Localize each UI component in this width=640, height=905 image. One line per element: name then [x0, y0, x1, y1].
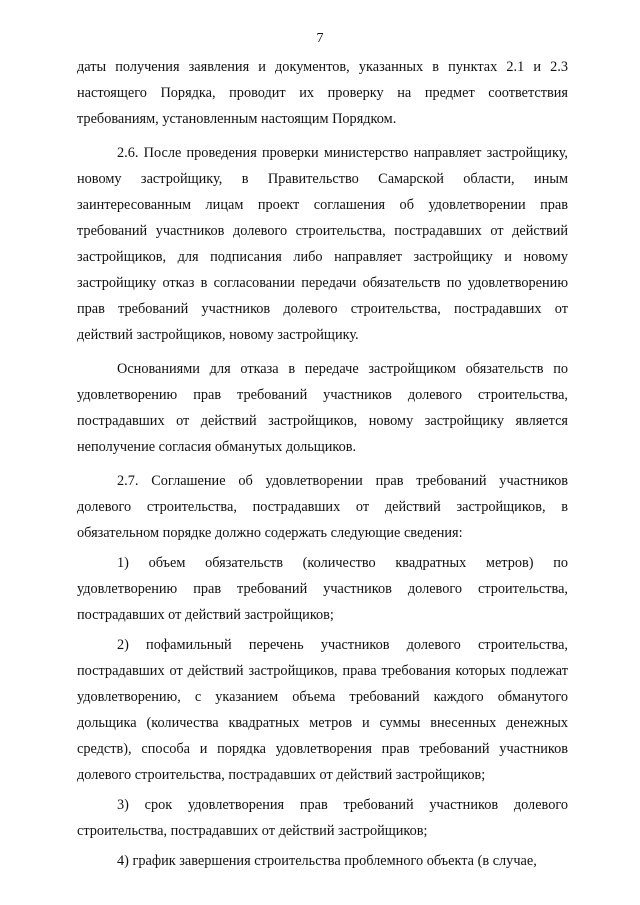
paragraph-continuation: даты получения заявления и документов, указанных в пунктах 2.1 и 2.3 настоящего Порядка, проводит их проверку на предмет соответствия требованиям, установленным настоящим Порядком.: [77, 59, 568, 127]
page-number: 7: [316, 31, 324, 46]
document-body: [77, 54, 568, 878]
list-item-4: 4) график завершения строительства проблемного объекта (в случае,: [117, 853, 537, 869]
paragraph-2-6: 2.6. После проведения проверки министерство направляет застройщику, новому застройщику, в Правительство Самарской области, иным заинтересованным лицам проект соглашения об удовлетворении прав требований участников долевого строительства, пострадавших от действий застройщиков, для подписания либо направляет застройщику и новому застройщику отказ в согласовании передачи обязательств по удовлетворению прав требований участников долевого строительства, пострадавших от действий застройщиков, новому застройщику.: [77, 145, 568, 343]
paragraph-2-7: 2.7. Соглашение об удовлетворении прав требований участников долевого строительства, пострадавших от действий застройщиков, в обязательном порядке должно содержать следующие сведения:: [77, 473, 568, 541]
list-item-2: 2) пофамильный перечень участников долевого строительства, пострадавших от действий застройщиков, права требования которых подлежат удовлетворению, с указанием объема требований каждого обманутого дольщика (количества квадратных метров и суммы внесенных денежных средств), способа и порядка удовлетворения прав требований участников долевого строительства, пострадавших от действий застройщиков;: [77, 637, 568, 783]
paragraph-refusal-grounds: Основаниями для отказа в передаче застройщиком обязательств по удовлетворению прав требований участников долевого строительства, пострадавших от действий застройщиков, новому застройщику является неполучение согласия обманутых дольщиков.: [77, 361, 568, 455]
list-item-1: 1) объем обязательств (количество квадратных метров) по удовлетворению прав требований участников долевого строительства, пострадавших от действий застройщиков;: [77, 555, 568, 623]
list-item-3: 3) срок удовлетворения прав требований участников долевого строительства, пострадавших от действий застройщиков;: [77, 797, 568, 839]
